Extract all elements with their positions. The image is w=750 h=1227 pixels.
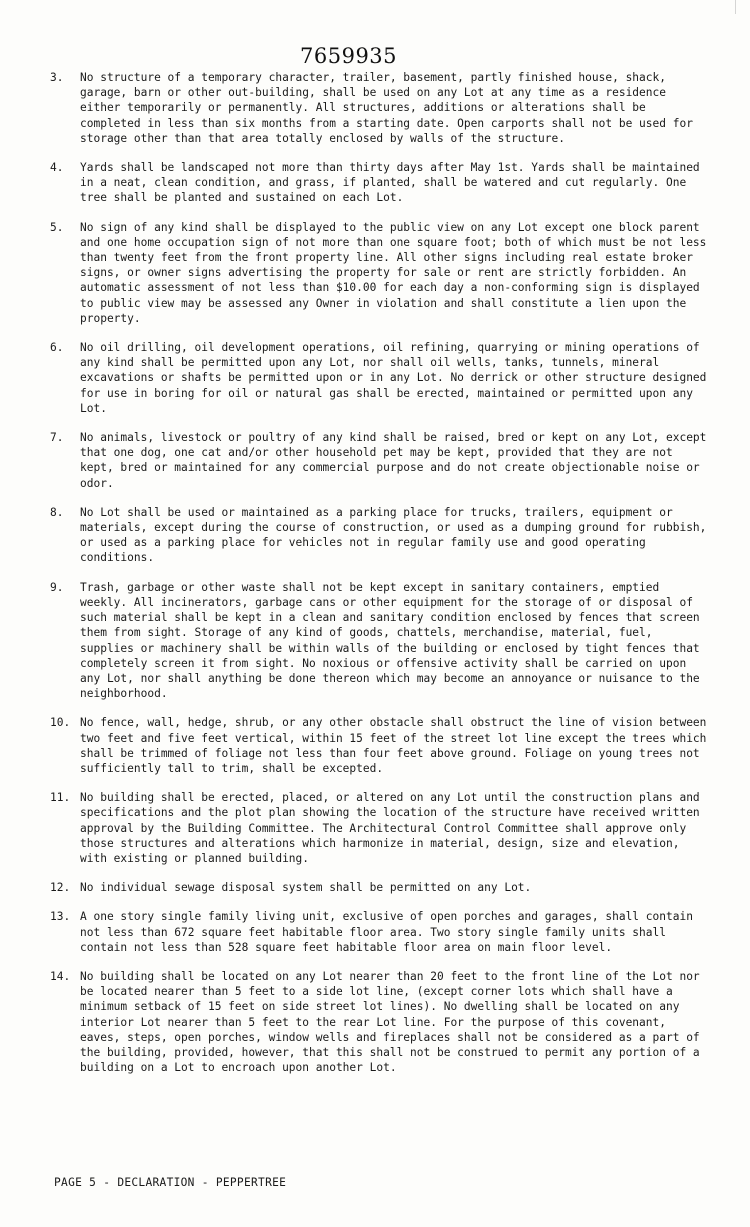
clause-list [50, 70, 710, 1089]
clause-9 [50, 580, 710, 702]
clause-14 [50, 969, 710, 1075]
clause-text: Trash, garbage or other waste shall not be kept except in sanitary containers, emptied weekly. All incinerators, garbage cans or other equipment for the storage of or disposal of such material shall be kept in a clean and sanitary condition enclosed by fences that screen them from sight. Storage of any kind of goods, chattels, merchandise, material, fuel, supplies or machinery shall be within walls of the building or enclosed by tight fences that completely screen it from sight. No noxious or offensive activity shall be carried on upon any Lot, nor shall anything be done thereon which may become an annoyance or nuisance to the neighborhood. [80, 580, 700, 701]
clause-6 [50, 340, 710, 416]
clause-12 [50, 880, 710, 895]
clause-text: No individual sewage disposal system shall be permitted on any Lot. [80, 881, 532, 895]
clause-text: No building shall be erected, placed, or altered on any Lot until the construction plans and specifications and the plot plan showing the location of the structure have received written approval by the Building Committee. The Architectural Control Committee shall approve only those structures and alterations which harmonize in material, design, size and elevation, with existing or planned building. [80, 791, 700, 865]
scan-edge-mark [735, 0, 744, 14]
clause-number: 11. [50, 791, 71, 805]
clause-text: No sign of any kind shall be displayed to the public view on any Lot except one block parent and one home occupation sign of not more than one square foot; both of which must be not less than twenty feet from the front property line. All other signs including real estate broker signs, or owner signs advertising the property for sale or rent are strictly forbidden. An automatic assessment of not less than $10.00 for each day a non-conforming sign is displayed to public view may be assessed any Owner in violation and shall constitute a lien upon the property. [80, 220, 707, 325]
clause-8 [50, 505, 710, 566]
clause-13 [50, 909, 710, 955]
clause-text: A one story single family living unit, exclusive of open porches and garages, shall contain not less than 672 square feet habitable floor area. Two story single family units shall contain not less than 528 square feet habitable floor area on main floor level. [80, 910, 693, 954]
clause-number: 9. [50, 580, 64, 594]
clause-4 [50, 160, 710, 206]
clause-text: No fence, wall, hedge, shrub, or any other obstacle shall obstruct the line of vision between two feet and five feet vertical, within 15 feet of the street lot line except the trees which shall be trimmed of foliage not less than four feet above ground. Foliage on young trees not sufficiently tall to trim, shall be excepted. [80, 716, 707, 775]
clause-number: 13. [50, 910, 71, 924]
clause-number: 12. [50, 881, 71, 895]
clause-text: No building shall be located on any Lot nearer than 20 feet to the front line of the Lot nor be located nearer than 5 feet to a side lot line, (except corner lots which shall have a minimum setback of 15 feet on side street lot lines). No dwelling shall be located on any interior Lot nearer than 5 feet to the rear Lot line. For the purpose of this covenant, eaves, steps, open porches, window wells and fireplaces shall not be considered as a part of the building, provided, however, that this shall not be construed to permit any portion of a building on a Lot to encroach upon another Lot. [80, 969, 700, 1075]
clause-text: No animals, livestock or poultry of any kind shall be raised, bred or kept on any Lot, except that one dog, one cat and/or other household pet may be kept, provided that they are not kept, bred or maintained for any commercial purpose and do not create objectionable noise or odor. [80, 431, 707, 490]
clause-number: 4. [50, 161, 64, 175]
clause-10 [50, 715, 710, 776]
clause-3 [50, 70, 710, 146]
clause-number: 8. [50, 505, 64, 519]
clause-number: 5. [50, 220, 64, 234]
clause-number: 6. [50, 341, 64, 355]
clause-text: No structure of a temporary character, trailer, basement, partly finished house, shack, garage, barn or other out-building, shall be used on any Lot at any time as a residence either temporarily or permanently. All structures, additions or alterations shall be completed in less than six months from a starting date. Open carports shall not be used for storage other than that area totally enclosed by walls of the structure. [80, 71, 693, 145]
page-footer: PAGE 5 - DECLARATION - PEPPERTREE [54, 1176, 287, 1189]
document-number: 7659935 [300, 44, 398, 68]
clause-5 [50, 220, 710, 326]
clause-number: 10. [50, 716, 71, 730]
clause-text: No Lot shall be used or maintained as a parking place for trucks, trailers, equipment or materials, except during the course of construction, or used as a dumping ground for rubbish, or used as a parking place for vehicles not in regular family use and good operating conditions. [80, 505, 707, 565]
clause-number: 7. [50, 431, 64, 445]
clause-7 [50, 430, 710, 491]
clause-text: Yards shall be landscaped not more than thirty days after May 1st. Yards shall be maintained in a neat, clean condition, and grass, if planted, shall be watered and cut regularly. One tree shall be planted and sustained on each Lot. [80, 161, 700, 205]
clause-number: 14. [50, 969, 71, 983]
clause-number: 3. [50, 71, 64, 84]
clause-text: No oil drilling, oil development operations, oil refining, quarrying or mining operations of any kind shall be permitted upon any Lot, nor shall oil wells, tanks, tunnels, mineral excavations or shafts be permitted upon or in any Lot. No derrick or other structure designed for use in boring for oil or natural gas shall be erected, maintained or permitted upon any Lot. [80, 341, 707, 415]
clause-11 [50, 790, 710, 866]
